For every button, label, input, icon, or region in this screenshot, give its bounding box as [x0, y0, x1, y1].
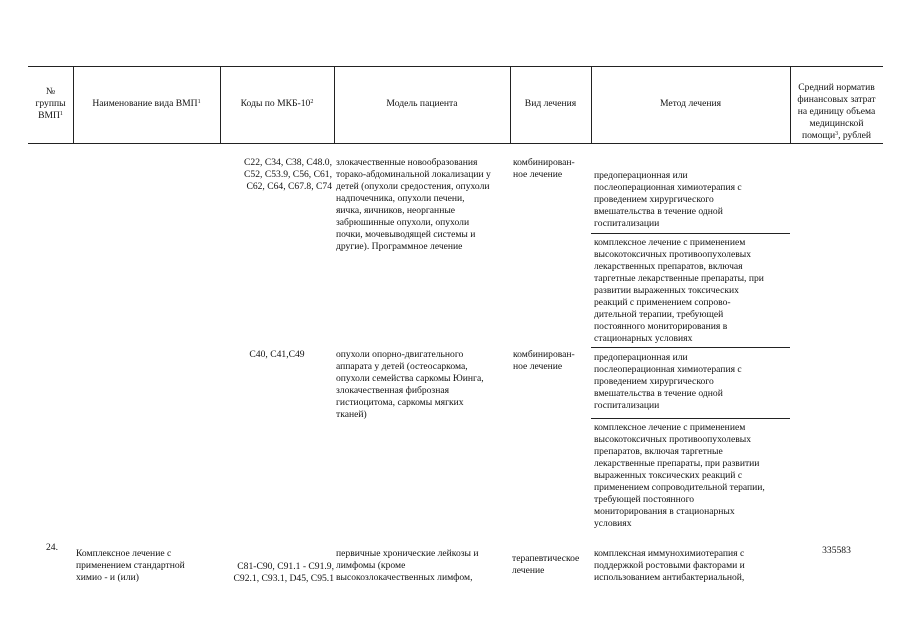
header-cost-norm: [790, 82, 883, 142]
row3-vmp-name: Комплексное лечение с применением стандартной химио - и (или): [76, 548, 185, 583]
header-norm-line5: помощи$^3$, рублей: [801, 130, 872, 141]
row2-patient-model: опухоли опорно-двигательного аппарата у детей (остеосаркома, опухоли семейства саркомы Юинга, злокачественная фиброзная гистиоцитома, саркомы мягких тканей): [336, 349, 484, 420]
header-treatment-type: Вид лечения: [524, 98, 577, 109]
row3-icd-codes: C81-C90, C91.1 - C91.9, C92.1, C93.1, D45, C95.1: [233, 561, 334, 584]
row2-method-1: предоперационная или послеоперационная химиотерапия с проведением хирургического вмешательства в течение одной госпитализации: [594, 352, 742, 411]
row1-icd-codes: C22, C34, C38, C48.0, C52, C53.9, C56, C61, C62, C64, C67.8, C74: [244, 157, 332, 192]
row1-method-1: предоперационная или послеоперационная химиотерапия с проведением хирургического вмешательства в течение одной госпитализации: [594, 170, 742, 229]
row1-method-divider: [591, 233, 790, 234]
header-icd-codes: Коды по МКБ-$10^2$: [240, 98, 314, 109]
row1-treatment-type: комбинирован- ное лечение: [513, 157, 575, 180]
header-group-line3: ВМП$^1$: [38, 110, 63, 121]
header-group-line2: группы: [35, 98, 66, 109]
row2-method-divider: [591, 418, 790, 419]
row3-cost-norm: 335583: [822, 545, 851, 556]
row2-icd-codes: C40, C41,C49: [249, 349, 305, 360]
header-treatment-method: Метод лечения: [659, 98, 722, 109]
row3-patient-model: первичные хронические лейкозы и лимфомы (кроме высокозлокачественных лимфом,: [336, 548, 479, 583]
header-group-line1: №: [45, 86, 56, 97]
header-norm-line1: Средний норматив: [798, 82, 875, 93]
row2-method-2: комплексное лечение с применением высокотоксичных противоопухолевых препаратов, включая таргетные лекарственные препараты, при развитии выраженных токсических реакций с применением сопроводительной терапии, требующей постоянного мониторирования в стационарных условиях: [594, 422, 765, 529]
row1-patient-model: злокачественные новообразования торако-абдоминальной локализации у детей (опухоли средостения, опухоли надпочечника, опухоли печени, яичка, яичников, неорганные забрюшинные опухоли, опухоли почки, мочевыводящей системы и другие). Программное лечение: [336, 157, 491, 252]
header-bottom-border: [28, 143, 883, 144]
row1-method-2: комплексное лечение с применением высокотоксичных противоопухолевых лекарственных препаратов, включая таргетные лекарственные препараты, при развитии выраженных токсических реакций с применением сопрово- дительной терапии, требующей постоянного мониторирования в стационарных условиях: [594, 237, 764, 344]
table-top-border: [28, 66, 883, 67]
header-norm-line4: медицинской: [809, 118, 864, 129]
header-patient-model: Модель пациента: [386, 98, 458, 109]
header-group-number: [28, 86, 73, 122]
header-norm-line2: финансовых затрат: [797, 94, 876, 105]
header-norm-line3: на единицу объема: [797, 106, 876, 117]
row3-treatment-type: терапевтическое лечение: [512, 553, 580, 576]
row3-method: комплексная иммунохимиотерапия с поддержкой ростовыми факторами и использованием антибактериальной,: [594, 548, 745, 583]
row2-treatment-type: комбинирован- ное лечение: [513, 349, 575, 372]
header-vmp-name: Наименование вида ВМП$^1$: [92, 98, 201, 109]
row2-method-top-divider: [591, 347, 790, 348]
row3-group-number: 24.: [46, 542, 58, 553]
